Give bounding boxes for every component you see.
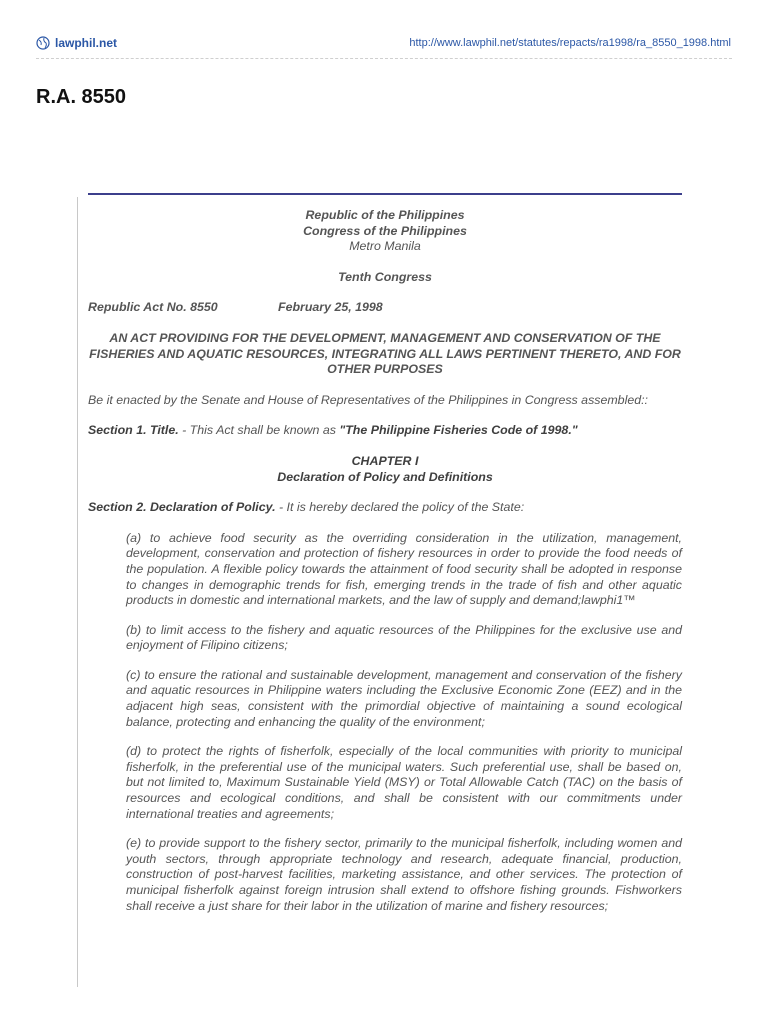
section-1-heading: Section 1. Title. (88, 423, 179, 438)
policy-item: (a) to achieve food security as the overriding consideration in the utilization, management, development, conservation and protection of fishery resources in order to provide the food needs of the population. A flexible policy towards the attainment of food security shall be adopted in response to changes in demographic trends for fish, emerging trends in the trade of fish and other aquatic products in domestic and international markets, and the law of supply and demand;lawphi1™ (126, 530, 682, 608)
section-1-name: "The Philippine Fisheries Code of 1998." (339, 423, 578, 438)
act-date: February 25, 1998 (278, 300, 383, 315)
policy-item: (c) to ensure the rational and sustainable development, management and conservation of the fishery and aquatic resources in Philippine waters including the Exclusive Economic Zone (EEZ) and in the adjacent high seas, consistent with the primordial objective of maintaining a sound ecological balance, protecting and enhancing the quality of the environment; (126, 667, 682, 729)
congress-number: Tenth Congress (338, 269, 432, 284)
section-2 (88, 500, 682, 516)
section-1-text: - This Act shall be known as (178, 423, 340, 438)
enacting-clause: Be it enacted by the Senate and House of Representatives of the Philippines in Congress assembled:: (88, 392, 648, 407)
site-name: lawphil.net (55, 36, 118, 50)
location-heading: Metro Manila (349, 239, 421, 254)
chapter-number: CHAPTER I (351, 453, 419, 468)
act-number: Republic Act No. 8550 (88, 300, 218, 315)
policy-item: (b) to limit access to the fishery and aquatic resources of the Philippines for the exclusive use and enjoyment of Filipino citizens; (126, 622, 682, 653)
act-number-row (88, 300, 682, 316)
congress-heading: Congress of the Philippines (303, 223, 467, 238)
globe-icon (36, 36, 50, 50)
republic-heading: Republic of the Philippines (305, 208, 465, 222)
page-header (0, 0, 768, 58)
site-link[interactable] (36, 36, 117, 50)
chapter-title: Declaration of Policy and Definitions (277, 469, 493, 484)
document-left-border (77, 197, 78, 987)
policy-item: (d) to protect the rights of fisherfolk, especially of the local communities with priority to municipal fisherfolk, in the preferential use of the municipal waters. Such preferential use, shall be based on, but not limited to, Maximum Sustainable Yield (MSY) or Total Allowable Catch (TAC) on the basis of resources and ecological conditions, and shall be consistent with our commitments under international treaties and agreements; (126, 744, 682, 821)
page-title: R.A. 8550 (36, 86, 127, 108)
document-body (88, 208, 682, 914)
page-url-link[interactable]: http://www.lawphil.net/statutes/repacts/ra1998/ra_8550_1998.html (409, 37, 731, 49)
section-1 (88, 423, 682, 439)
document-top-rule (88, 193, 682, 195)
header-divider (36, 58, 732, 59)
section-2-text: - It is hereby declared the policy of the State: (275, 500, 525, 515)
policy-item: (e) to provide support to the fishery sector, primarily to the municipal fisherfolk, including women and youth sectors, through appropriate technology and research, adequate financial, production, construction of post-harvest facilities, marketing assistance, and other services. The protection of municipal fisherfolk against foreign intrusion shall extend to offshore fishing grounds. Fishworkers shall receive a just share for their labor in the utilization of marine and fishery resources; (126, 836, 682, 913)
section-2-heading: Section 2. Declaration of Policy. (88, 500, 276, 515)
act-title: AN ACT PROVIDING FOR THE DEVELOPMENT, MANAGEMENT AND CONSERVATION OF THE FISHERIES AND AQUATIC RESOURCES, INTEGRATING ALL LAWS PERTINENT THERETO, AND FOR OTHER PURPOSES (89, 330, 681, 377)
